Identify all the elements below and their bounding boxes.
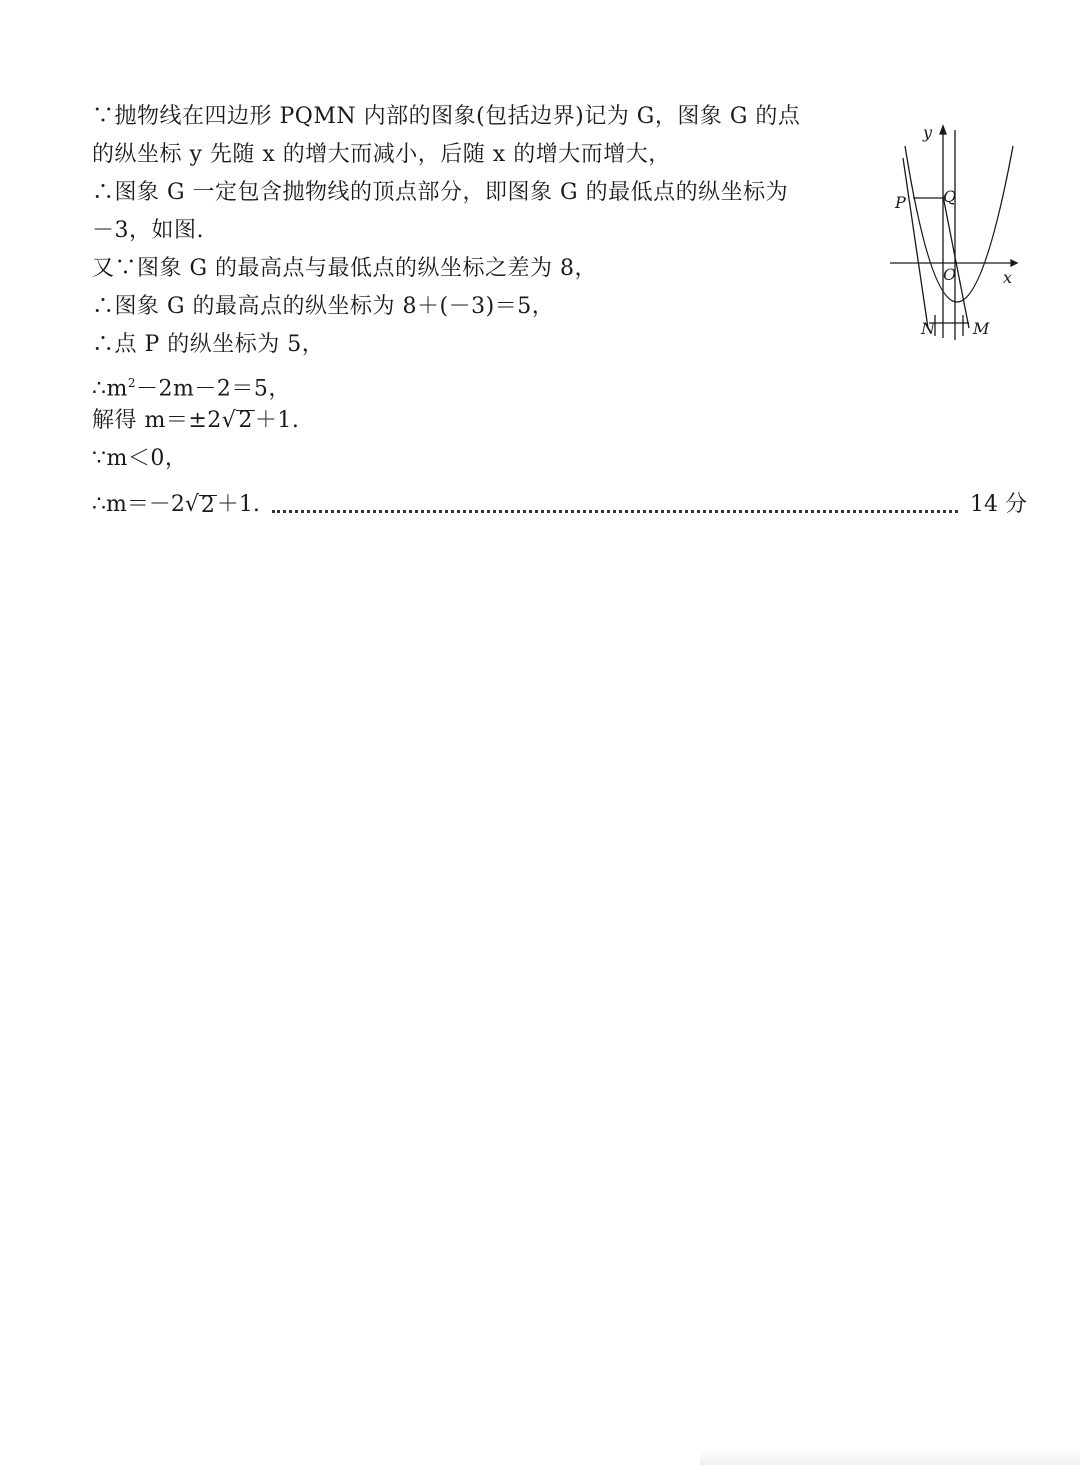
parabola-figure — [885, 118, 1035, 348]
condition-line: ∵m＜0， — [92, 446, 188, 471]
final-suffix: ＋1. — [216, 492, 260, 517]
final-radicand: 2 — [200, 492, 215, 518]
solution-line-6: ∴图象 G 的最高点的纵坐标为 8＋(－3)＝5， — [92, 294, 555, 319]
label-o: O — [943, 265, 957, 284]
dotted-leader — [272, 506, 958, 513]
solve-suffix: ＋1. — [254, 408, 300, 433]
label-q: Q — [943, 187, 957, 206]
y-axis-arrow — [940, 126, 946, 134]
final-prefix: ∴m＝－2 — [92, 492, 185, 517]
equation-line — [92, 364, 892, 402]
solution-line-3: ∴图象 G 一定包含抛物线的顶点部分，即图象 G 的最低点的纵坐标为 — [92, 180, 789, 205]
label-p: P — [895, 193, 906, 212]
solve-prefix: 解得 m＝±2 — [92, 408, 222, 433]
label-x: x — [1003, 268, 1013, 287]
label-m: M — [973, 319, 990, 338]
equation-exponent: 2 — [127, 376, 136, 390]
final-answer-line — [92, 486, 1027, 524]
page-edge-shadow — [700, 1450, 1080, 1465]
sqrt-sign: √ — [221, 408, 237, 433]
solution-line-7: ∴点 P 的纵坐标为 5， — [92, 332, 325, 357]
solution-line-1: ∵抛物线在四边形 PQMN 内部的图象(包括边界)记为 G，图象 G 的点 — [92, 104, 801, 129]
label-y: y — [923, 123, 933, 142]
solution-text — [92, 98, 892, 478]
label-n: N — [921, 319, 935, 338]
sqrt-sign: √ — [184, 492, 199, 517]
score-label: 14 分 — [970, 492, 1027, 517]
solve-line — [92, 402, 892, 440]
sqrt-radicand: 2 — [238, 408, 253, 433]
diagonal-line — [943, 196, 969, 328]
x-axis-arrow — [1011, 260, 1017, 266]
equation-prefix: ∴m — [92, 376, 128, 402]
solution-line-2: 的纵坐标 y 先随 x 的增大而减小，后随 x 的增大而增大， — [92, 142, 671, 167]
solution-line-4: －3，如图. — [92, 218, 204, 243]
equation-rest: －2m－2＝5， — [136, 376, 291, 402]
solution-line-5: 又∵图象 G 的最高点与最低点的纵坐标之差为 8， — [92, 256, 598, 281]
